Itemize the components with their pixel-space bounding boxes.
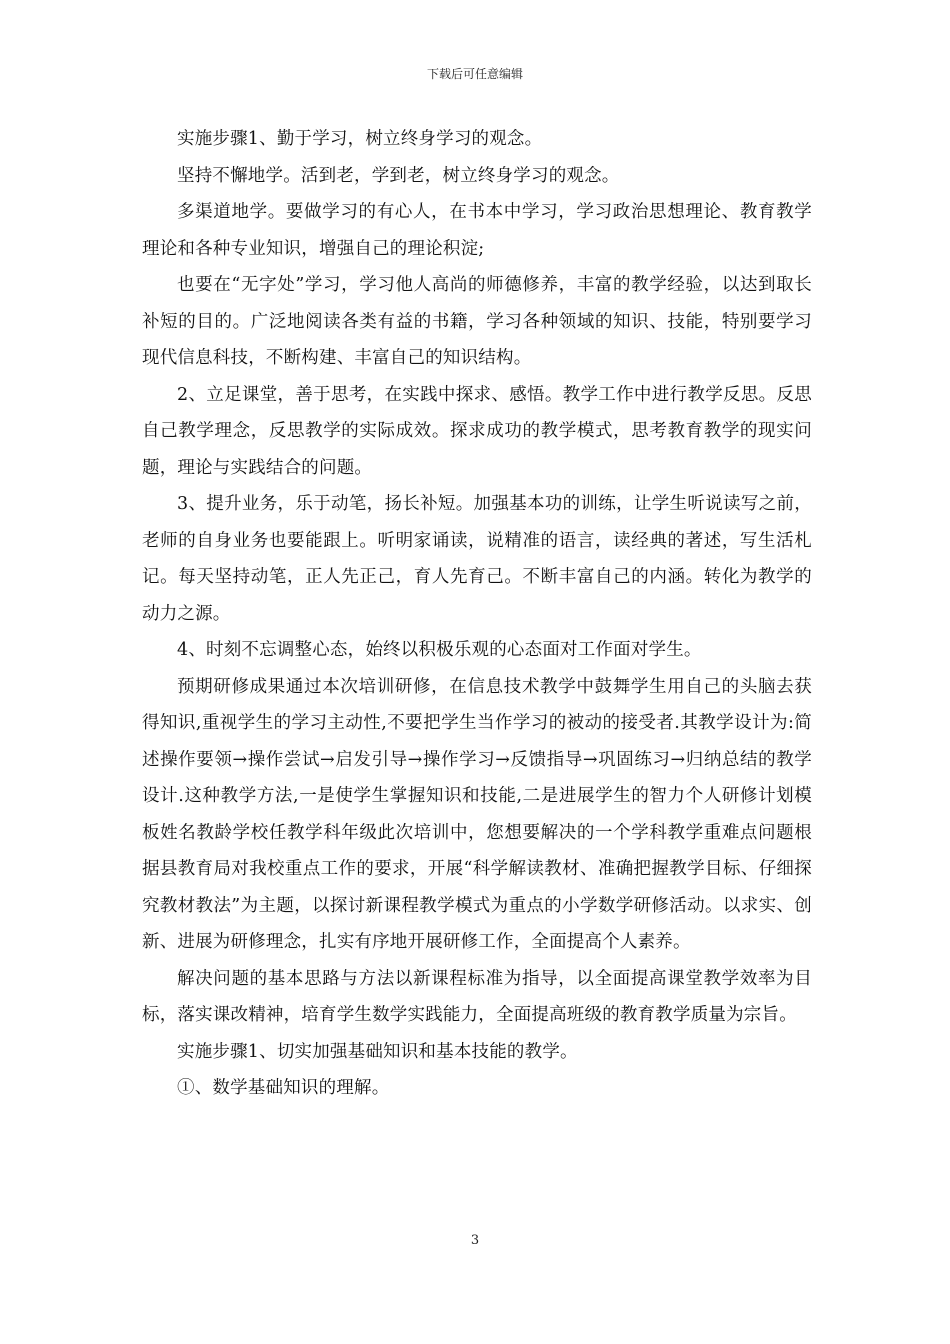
document-body [142, 121, 812, 1107]
paragraph: 4、时刻不忘调整心态，始终以积极乐观的心态面对工作面对学生。 [177, 640, 702, 660]
page-header: 下载后可任意编辑 [426, 67, 523, 81]
paragraph: 也要在“无字处”学习，学习他人高尚的师德修养，丰富的教学经验，以达到取长补短的目的。广泛地阅读各类有益的书籍，学习各种领域的知识、技能，特别要学习现代信息科技，不断构建、丰富自己的知识结构。 [142, 275, 812, 368]
paragraph: 坚持不懈地学。活到老，学到老，树立终身学习的观念。 [177, 165, 620, 186]
paragraph: 3、提升业务，乐于动笔，扬长补短。加强基本功的训练，让学生听说读写之前，老师的自身业务也要能跟上。听明家诵读，说精准的语言，读经典的著述，写生活札记。每天坚持动笔，正人先正己，育人先育己。不断丰富自己的内涵。转化为教学的动力之源。 [142, 494, 812, 624]
page-number: 3 [470, 1233, 480, 1248]
paragraph: 实施步骤1、勤于学习，树立终身学习的观念。 [177, 129, 543, 149]
paragraph: 多渠道地学。要做学习的有心人，在书本中学习，学习政治思想理论、教育教学理论和各种专业知识，增强自己的理论积淀; [142, 202, 812, 259]
paragraph: 预期研修成果通过本次培训研修，在信息技术教学中鼓舞学生用自己的头脑去获得知识,重视学生的学习主动性,不要把学生当作学习的被动的接受者.其教学设计为:简述操作要领→操作尝试→启发引导→操作学习→反馈指导→巩固练习→归纳总结的教学设计.这种教学方法,一是使学生掌握知识和技能,二是进展学生的智力个人研修计划模板姓名教龄学校任教学科年级此次培训中，您想要解决的一个学科教学重难点问题根据县教育局对我校重点工作的要求，开展“科学解读教材、准确把握教学目标、仔细探究教材教法”为主题，以探讨新课程教学模式为重点的小学数学研修活动。以求实、创新、进展为研修理念，扎实有序地开展研修工作，全面提高个人素养。 [142, 676, 812, 952]
paragraph: 实施步骤1、切实加强基础知识和基本技能的教学。 [177, 1041, 578, 1062]
paragraph: 2、立足课堂，善于思考，在实践中探求、感悟。教学工作中进行教学反思。反思自己教学理念，反思教学的实际成效。探求成功的教学模式，思考教育教学的现实问题，理论与实践结合的问题。 [142, 384, 812, 478]
paragraph: 解决问题的基本思路与方法以新课程标准为指导，以全面提高课堂教学效率为目标，落实课改精神，培育学生数学实践能力，全面提高班级的教育教学质量为宗旨。 [142, 968, 812, 1025]
paragraph: ①、数学基础知识的理解。 [177, 1078, 390, 1098]
